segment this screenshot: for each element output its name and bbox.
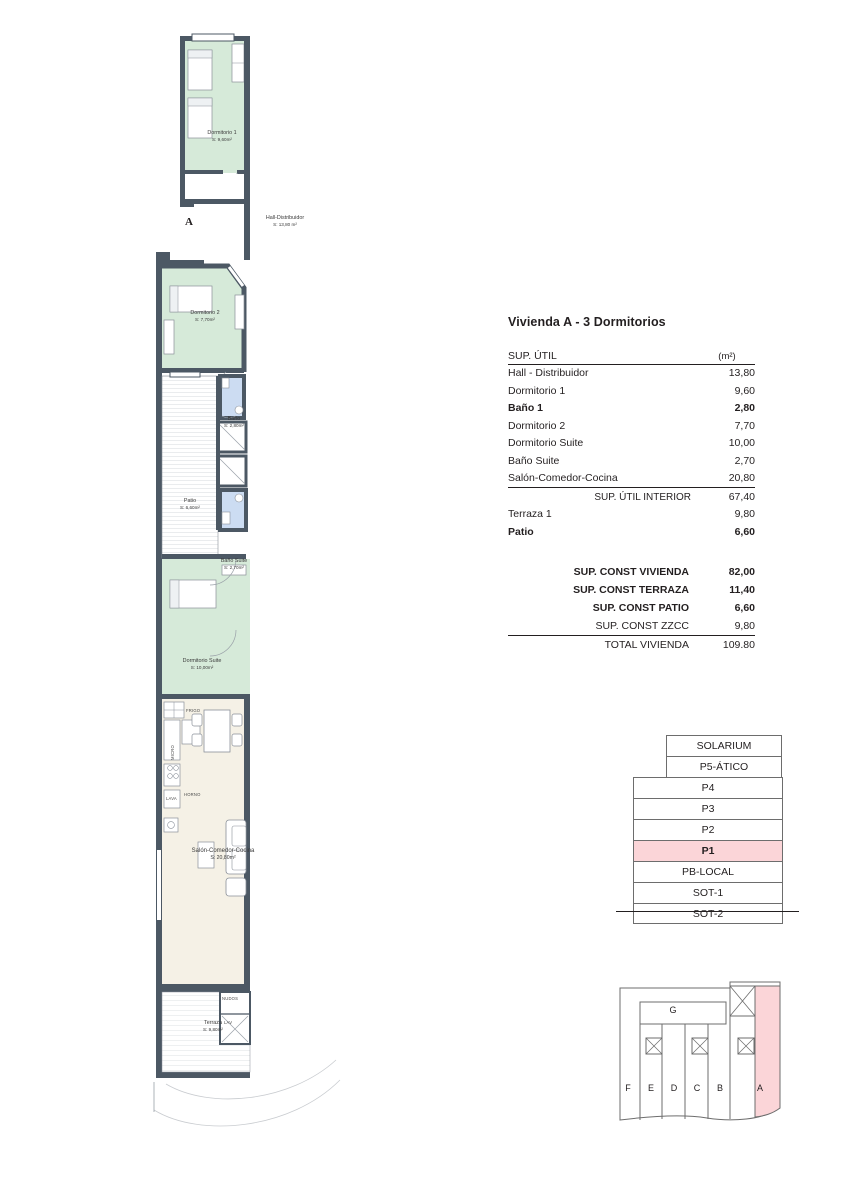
- table-header-row: [508, 347, 755, 364]
- row-value: 2,70: [734, 454, 755, 467]
- keyplan-unit-f[interactable]: F: [625, 1083, 631, 1093]
- row-value: 82,00: [728, 565, 755, 578]
- row-label: Terraza 1: [508, 508, 552, 520]
- service-label-nudos: NUDOS: [222, 996, 239, 1001]
- room-surface: S: 10,00m²: [190, 665, 214, 671]
- key-plan-diagram: [612, 980, 792, 1130]
- keyplan-label-g: G: [669, 1005, 677, 1015]
- subtotal-value: 67,40: [699, 488, 755, 506]
- table-row: [508, 435, 755, 453]
- row-value: 9,80: [734, 508, 755, 520]
- row-label: Dormitorio 1: [508, 384, 566, 397]
- keyplan-unit-d[interactable]: D: [670, 1083, 678, 1093]
- row-label: Patio: [508, 525, 534, 538]
- room-name: Terraza: [204, 1020, 222, 1026]
- useful-area-table: [508, 347, 755, 563]
- floor-item-p5-atico[interactable]: P5-ÁTICO: [666, 756, 782, 777]
- row-value: 11,40: [729, 583, 755, 596]
- row-label: Baño Suite: [508, 454, 560, 467]
- table-row: [508, 400, 755, 418]
- table-row: [508, 417, 755, 435]
- room-surface: S: 2,80m²: [224, 423, 244, 429]
- header-unit: (m²): [699, 347, 755, 364]
- room-surface: S: 9,60m²: [212, 137, 232, 143]
- appliance-label-lava: LAVA: [166, 796, 177, 801]
- specification-panel: [505, 315, 825, 654]
- row-label: SUP. CONST VIVIENDA: [573, 565, 689, 578]
- floor-item-pb-local[interactable]: PB-LOCAL: [633, 861, 783, 882]
- floor-item-sot-1[interactable]: SOT-1: [633, 882, 783, 903]
- keyplan-unit-e[interactable]: E: [647, 1083, 654, 1093]
- service-label-lav: LAV: [224, 1020, 233, 1025]
- floor-stack-diagram: [633, 735, 783, 924]
- floor-plan: [140, 20, 400, 1140]
- row-value: 10,00: [728, 437, 755, 449]
- room-name: Patio: [183, 498, 197, 504]
- row-value: 20,80: [728, 472, 755, 484]
- row-value: 9,60: [734, 384, 755, 397]
- row-label: Salón-Comedor-Cocina: [508, 472, 618, 484]
- table-row: [508, 470, 755, 488]
- subtotal-row: [508, 488, 755, 506]
- header-sup-util: SUP. ÚTIL: [508, 347, 699, 364]
- row-value: 6,60: [734, 525, 755, 538]
- row-value: 13,80: [728, 367, 755, 379]
- row-label: Dormitorio 2: [508, 419, 566, 432]
- row-label: SUP. CONST ZZCC: [595, 619, 689, 632]
- appliance-label-micro: MICRO: [170, 745, 175, 760]
- row-value: 7,70: [734, 419, 755, 432]
- row-value: 9,80: [734, 619, 755, 632]
- row-value: 6,60: [734, 601, 755, 614]
- row-label: Baño 1: [508, 402, 544, 414]
- room-surface: S: 7,70m²: [195, 317, 215, 323]
- keyplan-unit-b[interactable]: B: [716, 1083, 723, 1093]
- room-surface: S: 9,80m²: [203, 1027, 223, 1033]
- room-name: Dormitorio Suite: [182, 658, 222, 664]
- total-label: TOTAL VIVIENDA: [508, 635, 699, 654]
- table-row: [508, 581, 755, 599]
- table-row: [508, 617, 755, 636]
- floor-item-p3[interactable]: P3: [633, 798, 783, 819]
- subtotal-label: SUP. ÚTIL INTERIOR: [508, 488, 699, 506]
- room-surface: S: 2,70m²: [224, 565, 244, 571]
- keyplan-unit-c[interactable]: C: [693, 1083, 701, 1093]
- room-name: Dormitorio 1: [207, 130, 237, 136]
- page-title: Vivienda A - 3 Dormitorios: [508, 315, 666, 329]
- table-row: [508, 523, 755, 541]
- total-row: [508, 635, 755, 654]
- room-name: Baño Suite: [220, 558, 248, 564]
- table-row: [508, 599, 755, 617]
- table-row: [508, 364, 755, 382]
- row-label: Hall - Distribuidor: [508, 367, 589, 379]
- table-row: [508, 506, 755, 524]
- table-row: [508, 452, 755, 470]
- appliance-label-frigo: FRIGO: [186, 708, 201, 713]
- room-surface: S: 6,60m²: [180, 505, 200, 511]
- room-surface: S: 13,80 m²: [273, 222, 297, 228]
- floor-item-p2[interactable]: P2: [633, 819, 783, 840]
- room-name: Dormitorio 2: [190, 310, 220, 316]
- total-value: 109.80: [699, 635, 755, 654]
- row-label: SUP. CONST PATIO: [592, 601, 689, 614]
- floor-item-solarium[interactable]: SOLARIUM: [666, 735, 782, 756]
- appliance-label-horno: HORNO: [184, 792, 201, 797]
- floor-item-sot-2[interactable]: SOT-2: [633, 903, 783, 924]
- room-name: Salón-Comedor-Cocina: [191, 848, 255, 854]
- room-name: Hall-Distribuidor: [265, 215, 305, 221]
- room-surface: S: 20,80m²: [210, 855, 236, 862]
- room-name: Baño: [227, 416, 241, 422]
- table-row: [508, 382, 755, 400]
- row-label: SUP. CONST TERRAZA: [573, 583, 689, 596]
- row-value: 2,80: [734, 402, 755, 414]
- floor-item-p4[interactable]: P4: [633, 777, 783, 798]
- floor-item-p1[interactable]: P1: [633, 840, 783, 861]
- table-row: [508, 563, 755, 581]
- keyplan-unit-a[interactable]: A: [756, 1083, 763, 1093]
- section-mark-a: A: [185, 216, 193, 228]
- construction-totals-table: [508, 563, 755, 654]
- ground-level-line: [616, 911, 799, 912]
- row-label: Dormitorio Suite: [508, 437, 584, 449]
